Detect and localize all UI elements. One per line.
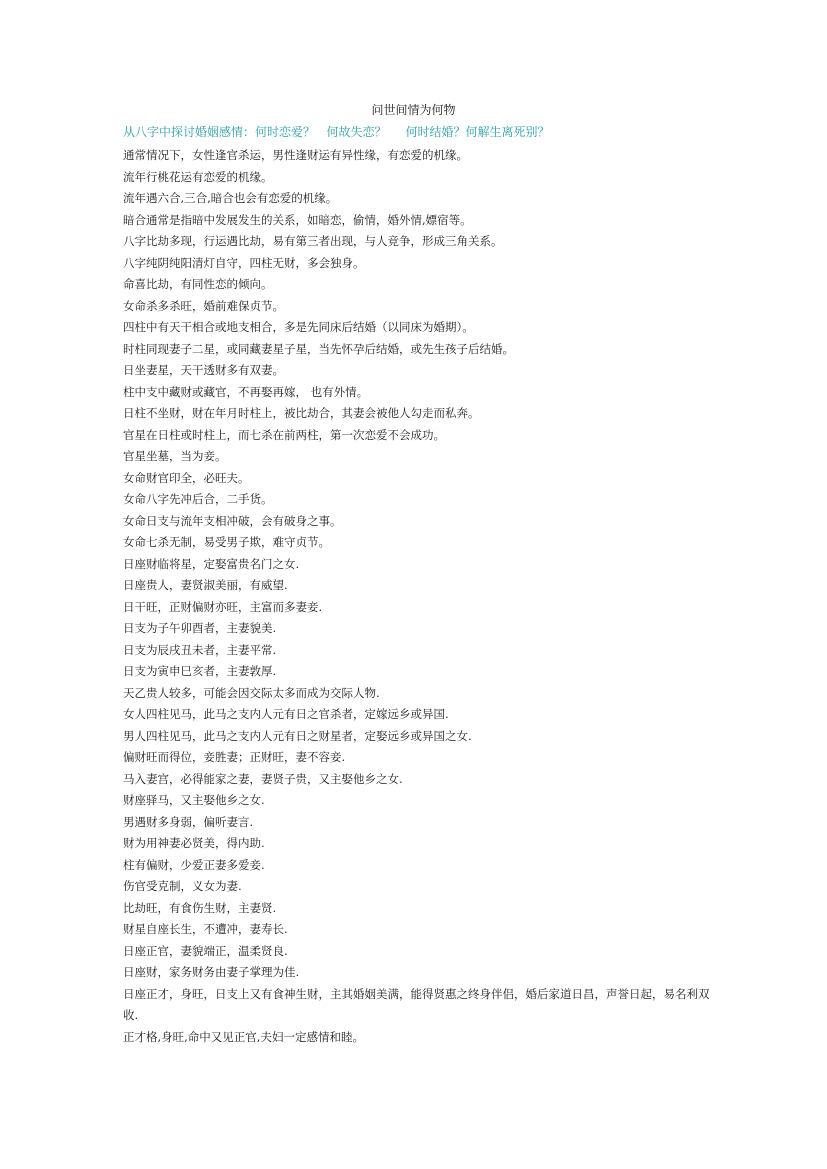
text-line: 天乙贵人较多，可能会因交际太多而成为交际人物. (123, 685, 380, 700)
text-line: 流年行桃花运有恋爱的机缘。 (123, 169, 273, 184)
text-line: 时柱同现妻子二星，或同藏妻星子星，当先怀孕后结婚，或先生孩子后结婚。 (123, 341, 514, 356)
text-line: 柱有偏财，少爱正妻多爱妾. (123, 857, 265, 872)
text-line: 日座正才，身旺，日支上又有食神生财，主其婚姻美满，能得贤惠之终身伴侣，婚后家道日昌，声誉日起，易名利双收. (123, 986, 710, 1022)
document-title: 问世间情为何物 (371, 103, 456, 117)
text-line: 日座财临将星，定娶富贵名门之女. (123, 556, 300, 571)
text-line: 女命日支与流年支相冲破，会有破身之事。 (123, 513, 342, 528)
text-line: 财星自座长生，不遭冲，妻寿长. (123, 922, 288, 936)
text-line: 女命八字先冲后合，二手货。 (123, 492, 273, 506)
text-line: 正才格,身旺,命中又见正官,夫妇一定感情和睦。 (123, 1029, 364, 1044)
text-line: 日支为寅申巳亥者，主妻敦厚. (123, 664, 277, 678)
text-line: 财座驿马，又主娶他乡之女. (123, 793, 265, 807)
text-line: 日坐妻星，天干透财多有双妻。 (123, 363, 284, 377)
text-line: 偏财旺而得位，妾胜妻；正财旺，妻不容妾. (123, 750, 346, 764)
text-line: 伤官受克制，义女为妻. (123, 879, 242, 893)
text-line: 日座正官，妻貌端正，温柔贤良. (123, 943, 288, 958)
text-line: 四柱中有天干相合或地支相合，多是先同床后结婚（以同床为婚期）。 (123, 320, 474, 334)
text-line: 财为用神妻必贤美，得内助. (123, 836, 265, 850)
text-line: 日支为辰戌丑未者，主妻平常. (123, 642, 277, 657)
text-line: 流年遇六合,三合,暗合也会有恋爱的机缘。 (123, 191, 338, 205)
text-line: 女命七杀无制，易受男子欺，难守贞节。 (123, 535, 330, 549)
text-line: 女命杀多杀旺，婚前难保贞节。 (123, 298, 284, 313)
text-line: 女命财官印全，必旺夫。 (123, 470, 250, 485)
text-line: 官星在日柱或时柱上，而七杀在前两柱，第一次恋爱不会成功。 (123, 427, 445, 442)
document-subtitle: 从八字中探讨婚姻感情：何时恋爱？ 何故失恋？ 何时结婚？何解生离死别？ (123, 125, 550, 139)
text-line: 命喜比劫，有同性恋的倾向。 (123, 277, 273, 291)
text-line: 女人四柱见马，此马之支内人元有日之官杀者，定嫁远乡或异国. (123, 707, 449, 721)
text-line: 八字纯阴纯阳清灯自守，四柱无财，多会独身。 (123, 255, 365, 270)
text-line: 八字比劫多现，行运遇比劫，易有第三者出现，与人竞争，形成三角关系。 (123, 234, 503, 248)
text-line: 柱中支中藏财或藏官，不再娶再嫁， 也有外情。 (123, 384, 369, 399)
text-line: 日支为子午卯酉者，主妻貌美. (123, 621, 277, 635)
text-line: 马入妻宫，必得能家之妻，妻贤子贵，又主娶他乡之女. (123, 771, 403, 786)
text-line: 比劫旺，有食伤生财，主妻贤. (123, 900, 277, 915)
text-line: 日干旺，正财偏财亦旺，主富而多妻妾. (123, 599, 323, 614)
text-line: 暗合通常是指暗中发展发生的关系，如暗恋，偷情，婚外情,嫖宿等。 (123, 212, 472, 227)
document-body (123, 145, 723, 1048)
text-line: 男遇财多身弱，偏听妻言. (123, 814, 254, 829)
text-line: 日座贵人，妻贤淑美丽，有威望. (123, 578, 288, 592)
text-line: 日座财，家务财务由妻子掌理为佳. (123, 965, 300, 979)
text-line: 官星坐墓，当为妾。 (123, 449, 227, 463)
text-line: 男人四柱见马，此马之支内人元有日之财星者，定娶远乡或异国之女. (123, 728, 472, 743)
text-line: 日柱不坐财，财在年月时柱上，被比劫合，其妻会被他人勾走而私奔。 (123, 406, 480, 420)
text-line: 通常情况下，女性逢官杀运，男性逢财运有异性缘，有恋爱的机缘。 (123, 148, 468, 162)
